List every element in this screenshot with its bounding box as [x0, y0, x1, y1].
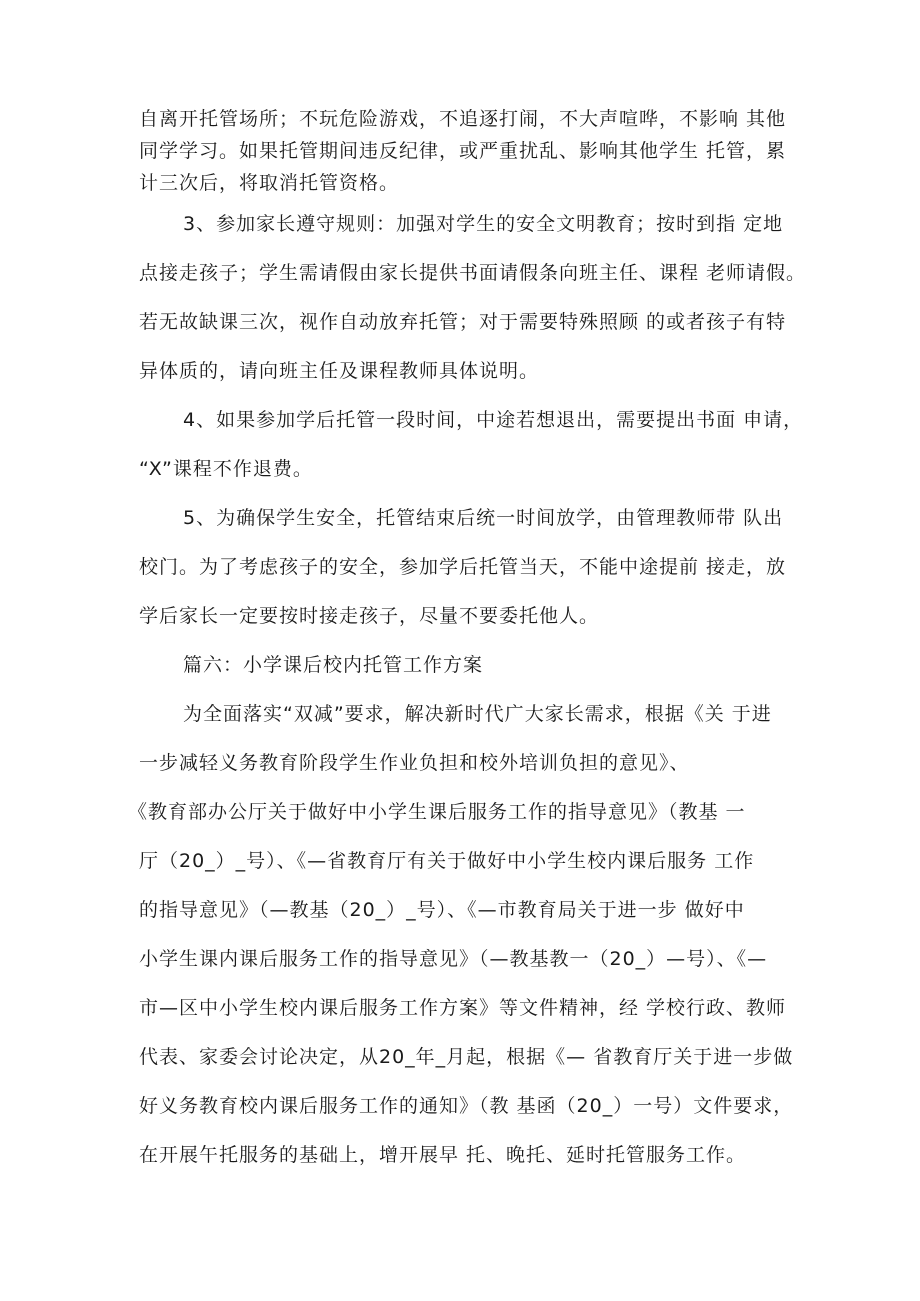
text-line: 在开展午托服务的基础上，增开展早 托、晚托、延时托管服务工作。	[139, 1144, 747, 1166]
text-line: “X”课程不作退费。	[139, 458, 313, 480]
text-line: 同学学习。如果托管期间违反纪律，或严重扰乱、影响其他学生 托管，累	[139, 140, 787, 162]
text-line: 异体质的，请向班主任及课程教师具体说明。	[139, 360, 540, 382]
text-line: 5、为确保学生安全，托管结束后统一时间放学，由管理教师带 队出	[183, 507, 784, 529]
text-line: 计三次后，将取消托管资格。	[139, 172, 400, 194]
text-line: 点接走孩子；学生需请假由家长提供书面请假条向班主任、课程 老师请假。	[139, 262, 807, 284]
text-line: 4、如果参加学后托管一段时间，中途若想退出，需要提出书面 申请，	[183, 409, 804, 431]
text-line: 厅（20_）_号）、《—省教育厅有关于做好中小学生校内课后服务 工作	[139, 850, 755, 872]
text-line: 自离开托管场所；不玩危险游戏，不追逐打闹，不大声喧哗，不影响 其他	[139, 108, 787, 130]
text-line: 一步减轻义务教育阶段学生作业负担和校外培训负担的意见》、	[139, 752, 690, 774]
text-line: 好义务教育校内课后服务工作的通知》（教 基函（20_）一号）文件要求，	[139, 1095, 794, 1117]
text-line: 校门。为了考虑孩子的安全，参加学后托管当天，不能中途提前 接走，放	[139, 556, 787, 578]
text-line: 的指导意见》（—教基（20_）_号）、《—市教育局关于进一步 做好中	[139, 899, 745, 921]
text-line: 市—区中小学生校内课后服务工作方案》等文件精神，经 学校行政、教师	[139, 997, 787, 1019]
text-line: 为全面落实“双减”要求，解决新时代广大家长需求，根据《关 于进	[183, 703, 772, 725]
text-line: 小学生课内课后服务工作的指导意见》（—教基教一（20_）—号）、《—	[139, 948, 768, 970]
text-line: 3、参加家长遵守规则：加强对学生的安全文明教育；按时到指 定地	[183, 213, 784, 235]
text-line: 《教育部办公厅关于做好中小学生课后服务工作的指导意见》（教基 一	[128, 801, 746, 823]
text-line: 学后家长一定要按时接走孩子，尽量不要委托他人。	[139, 605, 600, 627]
text-line: 若无故缺课三次，视作自动放弃托管；对于需要特殊照顾 的或者孩子有特	[139, 311, 787, 333]
text-line: 代表、家委会讨论决定，从20_年_月起，根据《— 省教育厅关于进一步做	[139, 1046, 794, 1068]
section-heading: 篇六：小学课后校内托管工作方案	[183, 654, 484, 676]
